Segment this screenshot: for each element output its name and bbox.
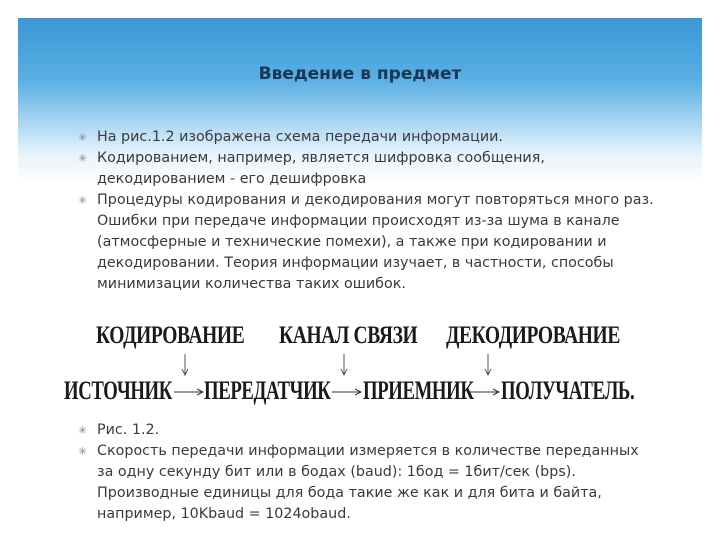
bullet-list-bottom [78, 420, 658, 525]
list-item [78, 441, 658, 525]
down-arrow-icon [340, 354, 348, 376]
right-arrow-icon [332, 388, 362, 396]
asterisk-bullet-icon: ✳ [78, 131, 88, 144]
asterisk-bullet-icon: ✳ [78, 424, 88, 437]
right-arrow-icon [470, 388, 500, 396]
list-item [78, 127, 658, 148]
transmission-diagram [64, 322, 644, 414]
asterisk-bullet-icon: ✳ [78, 194, 88, 207]
diagram-label-receiver: ПРИЕМНИК [363, 376, 474, 405]
diagram-label-coding: КОДИРОВАНИЕ [96, 322, 245, 349]
list-item [78, 190, 658, 295]
down-arrow-icon [181, 354, 189, 376]
diagram-label-recipient: ПОЛУЧАТЕЛЬ. [501, 376, 635, 405]
bullet-text: Кодированием, например, является шифровка сообщения, декодированием - его дешифровка [97, 150, 545, 187]
list-item [78, 148, 658, 190]
figure-caption: Рис. 1.2. [97, 422, 160, 438]
asterisk-bullet-icon: ✳ [78, 445, 88, 458]
slide-title: Введение в предмет [258, 64, 462, 84]
diagram-label-source: ИСТОЧНИК [64, 376, 172, 405]
down-arrow-icon [484, 354, 492, 376]
bullet-text: Процедуры кодирования и декодирования могут повторяться много раз. Ошибки при передаче информации происходят из-за шума в канале (атмосферные и технические помехи), а также при кодировании и декодировании. Теория информации изучает, в частности, способы минимизации количества таких ошибок. [97, 192, 654, 292]
diagram-label-decoding: ДЕКОДИРОВАНИЕ [446, 322, 620, 349]
list-item [78, 420, 658, 441]
right-arrow-icon [174, 388, 204, 396]
asterisk-bullet-icon: ✳ [78, 152, 88, 165]
bullet-list-top [78, 127, 658, 295]
diagram-label-channel: КАНАЛ СВЯЗИ [279, 322, 418, 349]
bullet-text: Скорость передачи информации измеряется в количестве переданных за одну секунду бит или в бодах (baud): 1бод = 1бит/сек (bps). Производные единицы для бода такие же как и для бита и байта, например, 10Kbaud = 1024obaud. [97, 443, 639, 522]
diagram-label-transmitter: ПЕРЕДАТЧИК [204, 376, 331, 405]
bullet-text: На рис.1.2 изображена схема передачи информации. [97, 129, 503, 145]
